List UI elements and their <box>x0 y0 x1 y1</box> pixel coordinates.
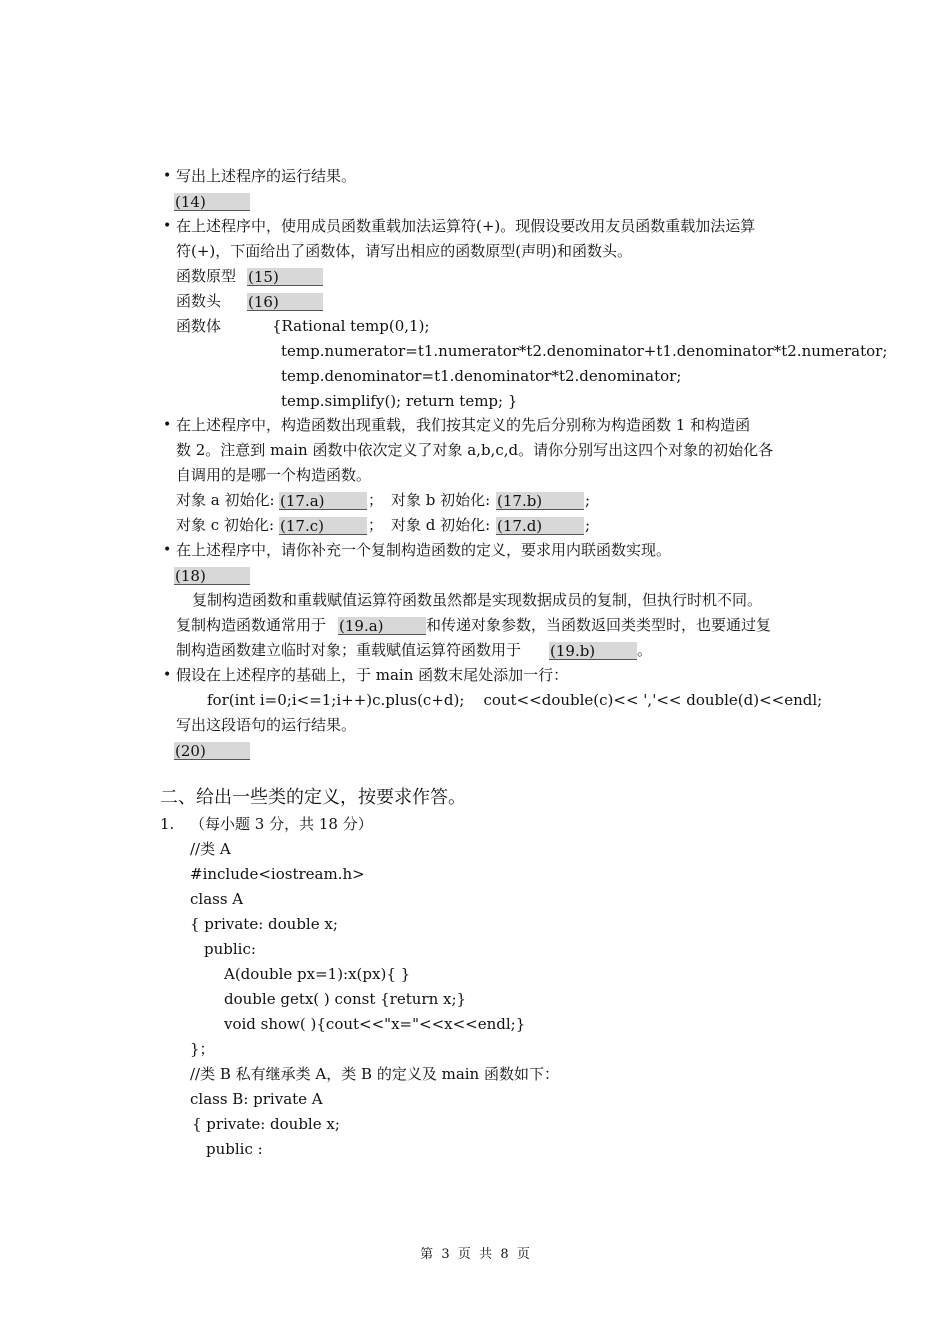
code-line: class B: private A <box>190 1090 323 1108</box>
code-line: { private: double x; <box>192 1115 340 1133</box>
code-line: public: <box>204 940 256 958</box>
answer-blank-19b[interactable]: (19.b) <box>549 642 637 660</box>
q19-paragraph-line3a: 制构造函数建立临时对象；重载赋值运算符函数用于 <box>176 641 522 659</box>
q20-prompt: 假设在上述程序的基础上，于 main 函数末尾处添加一行： <box>176 666 569 684</box>
q19-paragraph-line3b: 。 <box>637 641 653 659</box>
code-line: //类 A <box>190 840 231 858</box>
q18-prompt: 在上述程序中，请你补充一个复制构造函数的定义，要求用内联函数实现。 <box>176 541 672 559</box>
object-a-label: 对象 a 初始化: <box>176 491 275 509</box>
q17-prompt-line3: 自调用的是哪一个构造函数。 <box>176 466 372 484</box>
answer-blank-17c[interactable]: (17.c) <box>279 517 367 535</box>
answer-blank-16[interactable]: (16) <box>247 293 323 311</box>
function-prototype-label: 函数原型 <box>176 267 237 285</box>
function-body-line3: temp.denominator=t1.denominator*t2.denominator; <box>281 367 682 385</box>
q20-code-line: for(int i=0;i<=1;i++)c.plus(c+d); cout<<double(c)<< ','<< double(d)<<endl; <box>207 691 823 709</box>
code-line: }； <box>190 1040 215 1058</box>
q14-prompt: 写出上述程序的运行结果。 <box>176 167 357 185</box>
question-1-number: 1. <box>160 815 175 833</box>
code-line: //类 B 私有继承类 A，类 B 的定义及 main 函数如下： <box>190 1065 559 1083</box>
code-line: class A <box>190 890 244 908</box>
answer-blank-15[interactable]: (15) <box>247 268 323 286</box>
object-d-label: 对象 d 初始化: <box>391 516 491 534</box>
semicolon: ； <box>368 516 384 534</box>
answer-blank-18[interactable]: (18) <box>174 567 250 585</box>
answer-blank-17d[interactable]: (17.d) <box>496 517 584 535</box>
q15-16-prompt-line1: 在上述程序中，使用成员函数重载加法运算符(+)。现假设要改用友员函数重载加法运算 <box>176 217 756 235</box>
question-1-score: （每小题 3 分，共 18 分） <box>190 815 373 833</box>
code-line: public : <box>206 1140 263 1158</box>
page-footer: 第 3 页 共 8 页 <box>420 1247 530 1262</box>
bullet: • <box>163 168 172 184</box>
function-header-label: 函数头 <box>176 292 222 310</box>
semicolon: ; <box>585 516 591 534</box>
q15-16-prompt-line2: 符(+)，下面给出了函数体，请写出相应的函数原型(声明)和函数头。 <box>176 242 632 260</box>
bullet: • <box>163 667 172 683</box>
q17-prompt-line1: 在上述程序中，构造函数出现重载，我们按其定义的先后分别称为构造函数 1 和构造函 <box>176 416 751 434</box>
answer-blank-19a[interactable]: (19.a) <box>338 617 426 635</box>
bullet: • <box>163 417 172 433</box>
function-body-line1: {Rational temp(0,1); <box>272 317 430 335</box>
object-c-label: 对象 c 初始化: <box>176 516 274 534</box>
semicolon: ； <box>368 491 384 509</box>
section-2-title: 二、给出一些类的定义，按要求作答。 <box>160 787 466 808</box>
code-line: void show( ){cout<<"x="<<x<<endl;} <box>224 1015 526 1033</box>
object-b-label: 对象 b 初始化: <box>391 491 491 509</box>
function-body-label: 函数体 <box>176 317 222 335</box>
q19-paragraph-line2b: 和传递对象参数，当函数返回类类型时，也要通过复 <box>426 616 772 634</box>
bullet: • <box>163 218 172 234</box>
code-line: #include<iostream.h> <box>190 865 365 883</box>
code-line: double getx( ) const {return x;} <box>224 990 467 1008</box>
q17-prompt-line2: 数 2。注意到 main 函数中依次定义了对象 a,b,c,d。请你分别写出这四个对象的初始化各 <box>176 441 774 459</box>
function-body-line2: temp.numerator=t1.numerator*t2.denominator+t1.denominator*t2.numerator; <box>281 342 888 360</box>
q20-ask: 写出这段语句的运行结果。 <box>176 716 357 734</box>
function-body-line4: temp.simplify(); return temp; } <box>281 392 518 410</box>
bullet: • <box>163 542 172 558</box>
q19-paragraph-line1: 复制构造函数和重载赋值运算符函数虽然都是实现数据成员的复制，但执行时机不同。 <box>192 591 763 609</box>
answer-blank-14[interactable]: (14) <box>174 193 250 211</box>
code-line: A(double px=1):x(px){ } <box>224 965 411 983</box>
q19-paragraph-line2a: 复制构造函数通常用于 <box>176 616 327 634</box>
semicolon: ; <box>585 491 591 509</box>
answer-blank-17b[interactable]: (17.b) <box>496 492 584 510</box>
code-line: { private: double x; <box>190 915 338 933</box>
answer-blank-17a[interactable]: (17.a) <box>279 492 367 510</box>
answer-blank-20[interactable]: (20) <box>174 742 250 760</box>
